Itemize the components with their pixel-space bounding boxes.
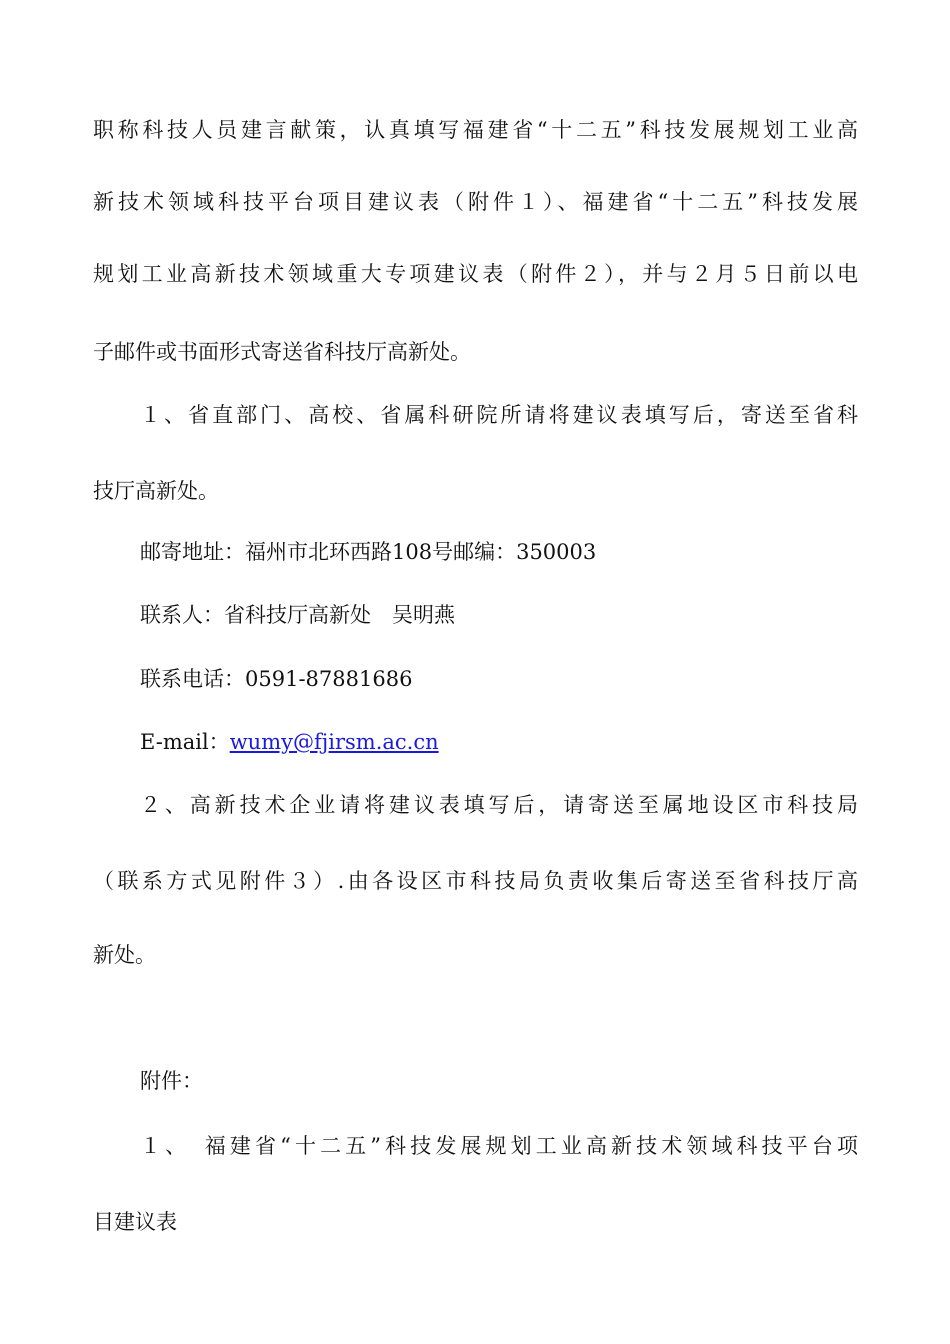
paragraph-line: 规划工业高新技术领域重大专项建议表（附件２），并与２月５日前以电 xyxy=(93,262,858,286)
email-label: E-mail： xyxy=(140,730,230,754)
list-item-2-line: （联系方式见附件３）.由各设区市科技局负责收集后寄送至省科技厅高 xyxy=(93,869,858,893)
contact-phone: 联系电话：0591-87881686 xyxy=(140,667,413,691)
list-item-1-line: 技厅高新处。 xyxy=(93,479,219,503)
paragraph-line: 职称科技人员建言献策，认真填写福建省“十二五”科技发展规划工业高 xyxy=(93,118,858,142)
paragraph-line: 新技术领域科技平台项目建议表（附件１）、福建省“十二五”科技发展 xyxy=(93,190,858,214)
email-link[interactable]: wumy@fjirsm.ac.cn xyxy=(229,730,439,754)
list-item-2-line: 新处。 xyxy=(93,943,156,967)
contact-person: 联系人：省科技厅高新处 吴明燕 xyxy=(140,603,455,627)
attachment-1-line: １、 福建省“十二五”科技发展规划工业高新技术领域科技平台项 xyxy=(140,1134,858,1158)
contact-email xyxy=(140,727,858,757)
paragraph-line: 子邮件或书面形式寄送省科技厅高新处。 xyxy=(93,340,471,364)
attachment-1-line: 目建议表 xyxy=(93,1210,177,1234)
mailing-address: 邮寄地址：福州市北环西路108号邮编：350003 xyxy=(140,540,597,564)
attachments-heading: 附件： xyxy=(140,1069,203,1093)
list-item-1-line: １、省直部门、高校、省属科研院所请将建议表填写后，寄送至省科 xyxy=(140,403,858,427)
list-item-2-line: ２、高新技术企业请将建议表填写后，请寄送至属地设区市科技局 xyxy=(140,793,858,817)
